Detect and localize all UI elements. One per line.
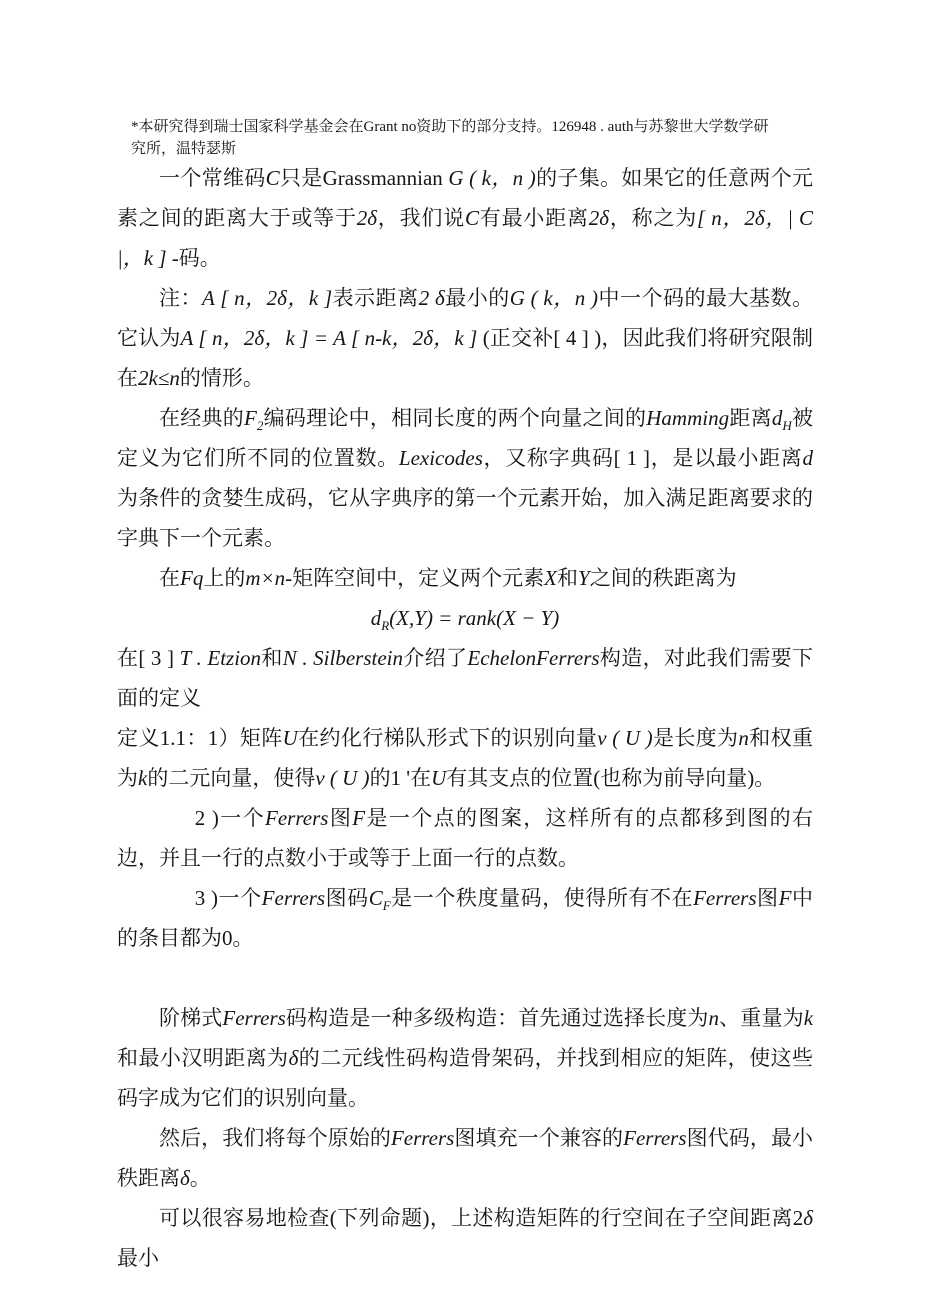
paragraph-definition-1-1-item-1: 定义1.1：1）矩阵U在约化行梯队形式下的识别向量v ( U )是长度为n和权重为k的二元向量，使得v ( U )的1 '在U有其支点的位置(也称为前导向量)。: [117, 726, 814, 790]
paragraph-ferrers-filling: 然后，我们将每个原始的Ferrers图填充一个兼容的Ferrers图代码，最小秩距离δ。: [117, 1126, 814, 1190]
paragraph-multilevel-construction: 阶梯式Ferrers码构造是一种多级构造：首先通过选择长度为n、重量为k和最小汉明距离为δ的二元线性码构造骨架码，并找到相应的矩阵，使这些码字成为它们的识别向量。: [117, 1006, 814, 1110]
document-body: [117, 158, 813, 1278]
paragraph-echelon-ferrers-reference: 在[ 3 ] T . Etzion和N . Silberstein介绍了EchelonFerrers构造，对此我们需要下面的定义: [117, 646, 813, 710]
paragraph-rank-distance-intro: 在Fq上的m×n-矩阵空间中，定义两个元素X和Y之间的秩距离为: [159, 566, 737, 590]
paragraph-easy-check: 可以很容易地检查(下列命题)，上述构造矩阵的行空间在子空间距离2δ最小: [117, 1206, 813, 1270]
paragraph-definition-1-1-item-3: 3 )一个Ferrers图码$C_F$是一个秩度量码，使得所有不在Ferrers图F中的条目都为0。: [117, 886, 814, 950]
equation-rank-distance: $d_R(X,Y)$ = rank(X − Y): [370, 606, 560, 634]
footnote-funding: *本研究得到瑞士国家科学基金会在Grant no资助下的部分支持。126948 . auth与苏黎世大学数学研究所，温特瑟斯: [131, 119, 769, 157]
paragraph-note-max-cardinality: 注：A [ n，2δ，k ]表示距离2 δ最小的G ( k，n )中一个码的最大基数。它认为A [ n，2δ，k ] = A [ n-k，2δ，k ] (正交补[ 4 ] )，因此我们将研究限制在2k≤n的情形。: [117, 286, 814, 390]
paragraph-constant-dimension-code: 一个常维码C只是Grassmannian G ( k，n )的子集。如果它的任意两个元素之间的距离大于或等于2δ，我们说C有最小距离2δ，称之为[ n，2δ，| C |，k ] -码。: [117, 166, 814, 270]
paragraph-definition-1-1-item-2: 2 )一个Ferrers图F是一个点的图案，这样所有的点都移到图的右边，并且一行的点数小于或等于上面一行的点数。: [117, 806, 814, 870]
paragraph-hamming-lexicodes: 在经典的$F_2$编码理论中，相同长度的两个向量之间的Hamming距离$d_H$被定义为它们所不同的位置数。Lexicodes，又称字典码[ 1 ]，是以最小距离d为条件的贪婪生成码，它从字典序的第一个元素开始，加入满足距离要求的字典下一个元素。: [117, 406, 814, 550]
